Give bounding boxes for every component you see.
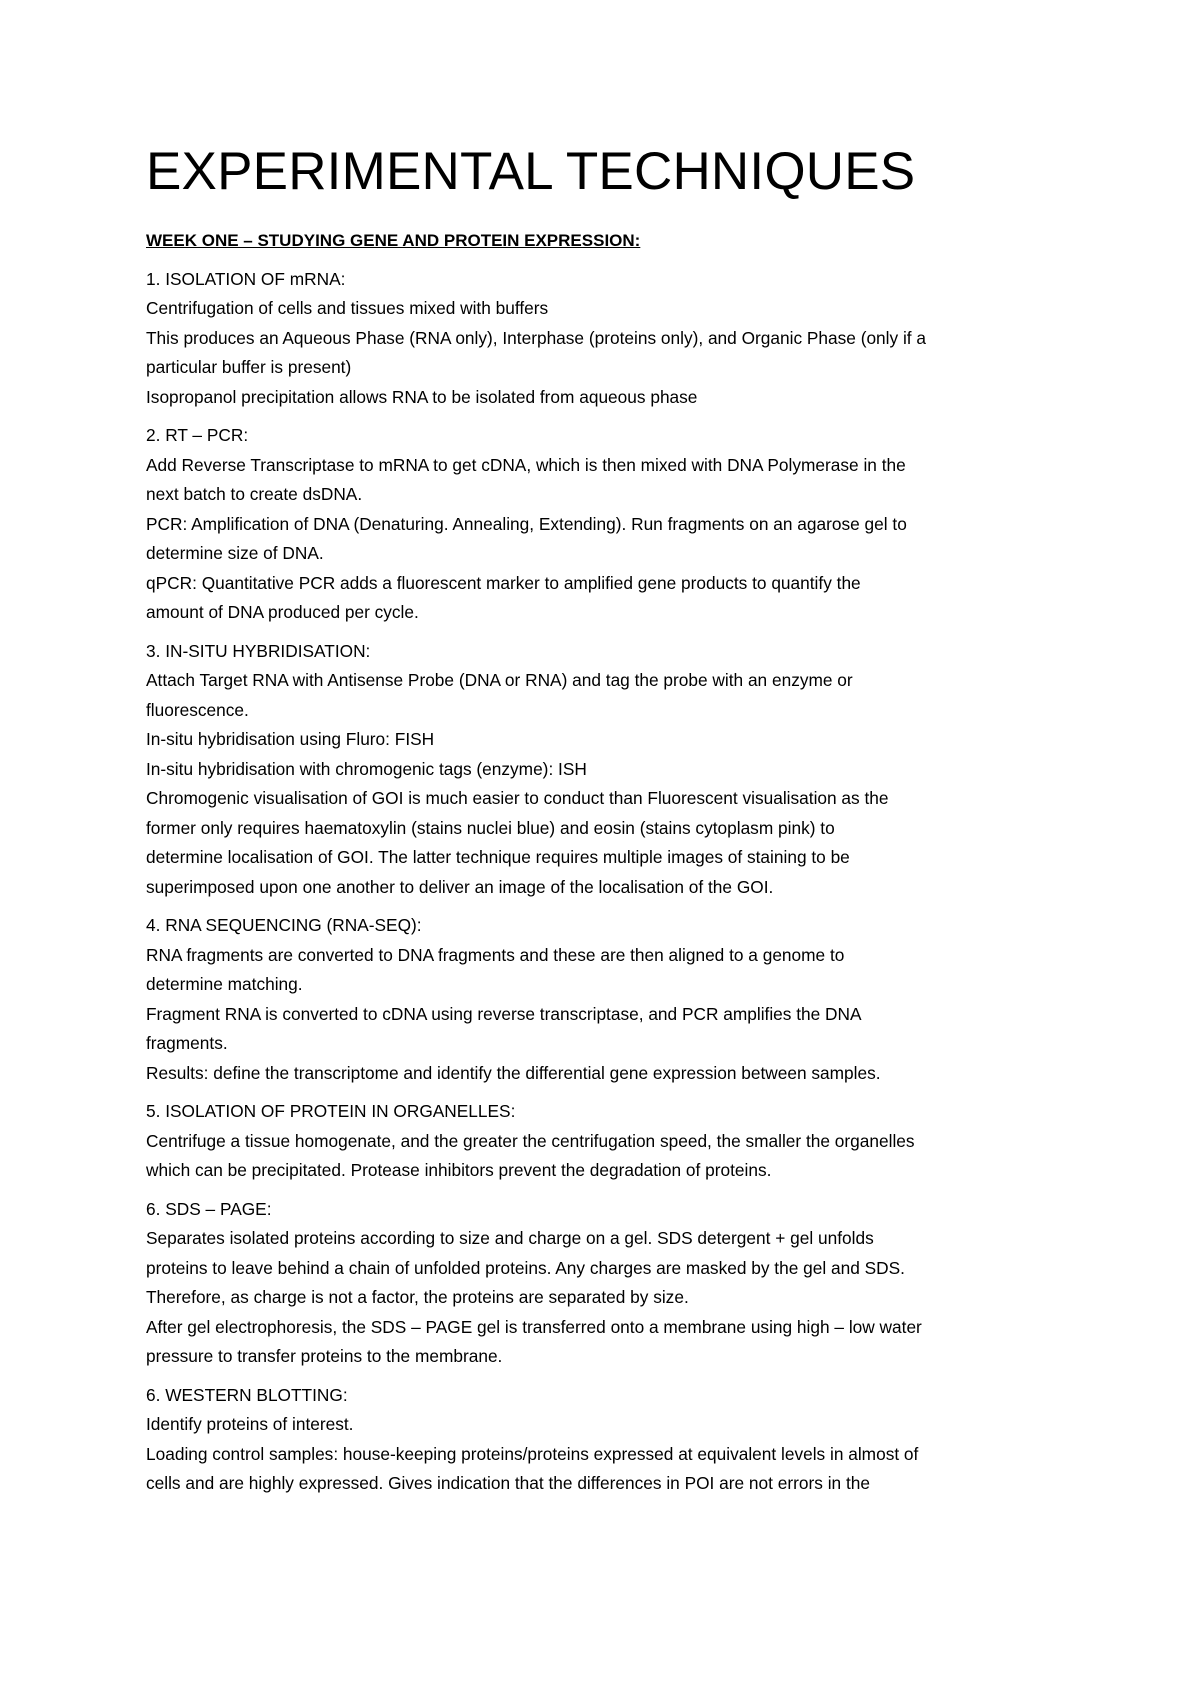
body-line: Identify proteins of interest. [146,1414,354,1434]
body-line: determine matching. [146,974,303,994]
body-line: In-situ hybridisation with chromogenic tags (enzyme): ISH [146,758,587,779]
section-heading: 5. ISOLATION OF PROTEIN IN ORGANELLES: [146,1101,516,1121]
body-line: Chromogenic visualisation of GOI is much easier to conduct than Fluorescent visualisation as the [146,788,889,808]
section-rt-pcr [146,421,1076,628]
body-line: This produces an Aqueous Phase (RNA only), Interphase (proteins only), and Organic Phase (only if a [146,327,927,348]
section-western-blotting [146,1381,1076,1499]
body-line: Centrifuge a tissue homogenate, and the greater the centrifugation speed, the smaller the organelles [146,1130,915,1151]
body-line: superimposed upon one another to deliver an image of the localisation of the GOI. [146,876,774,897]
body-line: Loading control samples: house-keeping proteins/proteins expressed at equivalent levels in almost of [146,1443,919,1464]
body-line: Fragment RNA is converted to cDNA using reverse transcriptase, and PCR amplifies the DNA [146,1003,862,1024]
section-heading: 2. RT – PCR: [146,425,249,445]
body-line: fluorescence. [146,699,249,720]
body-line: next batch to create dsDNA. [146,484,363,504]
section-heading: 6. SDS – PAGE: [146,1198,272,1219]
section-rna-sequencing [146,911,1076,1088]
body-line: Attach Target RNA with Antisense Probe (DNA or RNA) and tag the probe with an enzyme or [146,670,853,690]
body-line: Isopropanol precipitation allows RNA to be isolated from aqueous phase [146,386,698,407]
body-line: qPCR: Quantitative PCR adds a fluorescent marker to amplified gene products to quantify the [146,572,861,593]
document-page [146,140,1076,1508]
body-line: fragments. [146,1033,228,1053]
body-line: which can be precipitated. Protease inhibitors prevent the degradation of proteins. [146,1160,772,1180]
section-sds-page [146,1195,1076,1372]
body-line: amount of DNA produced per cycle. [146,602,419,622]
document-title: EXPERIMENTAL TECHNIQUES [146,142,916,201]
body-line: Results: define the transcriptome and identify the differential gene expression between samples. [146,1062,881,1083]
body-line: In-situ hybridisation using Fluro: FISH [146,729,435,749]
body-line: proteins to leave behind a chain of unfolded proteins. Any charges are masked by the gel and SDS. [146,1257,905,1278]
section-isolation-of-mrna [146,265,1076,413]
section-in-situ-hybridisation [146,637,1076,903]
body-line: pressure to transfer proteins to the membrane. [146,1346,503,1366]
section-heading: 6. WESTERN BLOTTING: [146,1384,348,1405]
body-line: After gel electrophoresis, the SDS – PAGE gel is transferred onto a membrane using high – low water [146,1316,922,1337]
body-line: determine localisation of GOI. The latter technique requires multiple images of staining to be [146,847,850,867]
body-line: Add Reverse Transcriptase to mRNA to get cDNA, which is then mixed with DNA Polymerase in the [146,454,906,475]
section-heading: 4. RNA SEQUENCING (RNA-SEQ): [146,915,422,935]
section-heading: 3. IN-SITU HYBRIDISATION: [146,640,371,661]
body-line: former only requires haematoxylin (stains nuclei blue) and eosin (stains cytoplasm pink) to [146,817,835,838]
body-line: PCR: Amplification of DNA (Denaturing. Annealing, Extending). Run fragments on an agarose gel to [146,513,907,534]
body-line: particular buffer is present) [146,357,352,377]
body-line: determine size of DNA. [146,543,324,563]
body-line: Therefore, as charge is not a factor, the proteins are separated by size. [146,1287,689,1307]
section-heading: 1. ISOLATION OF mRNA: [146,268,346,289]
body-line: cells and are highly expressed. Gives indication that the differences in POI are not errors in the [146,1473,870,1493]
section-isolation-of-protein [146,1097,1076,1186]
body-line: Centrifugation of cells and tissues mixed with buffers [146,298,549,318]
week-heading: WEEK ONE – STUDYING GENE AND PROTEIN EXPRESSION: [146,231,641,250]
body-line: RNA fragments are converted to DNA fragments and these are then aligned to a genome to [146,944,845,965]
body-line: Separates isolated proteins according to size and charge on a gel. SDS detergent + gel unfolds [146,1228,874,1248]
